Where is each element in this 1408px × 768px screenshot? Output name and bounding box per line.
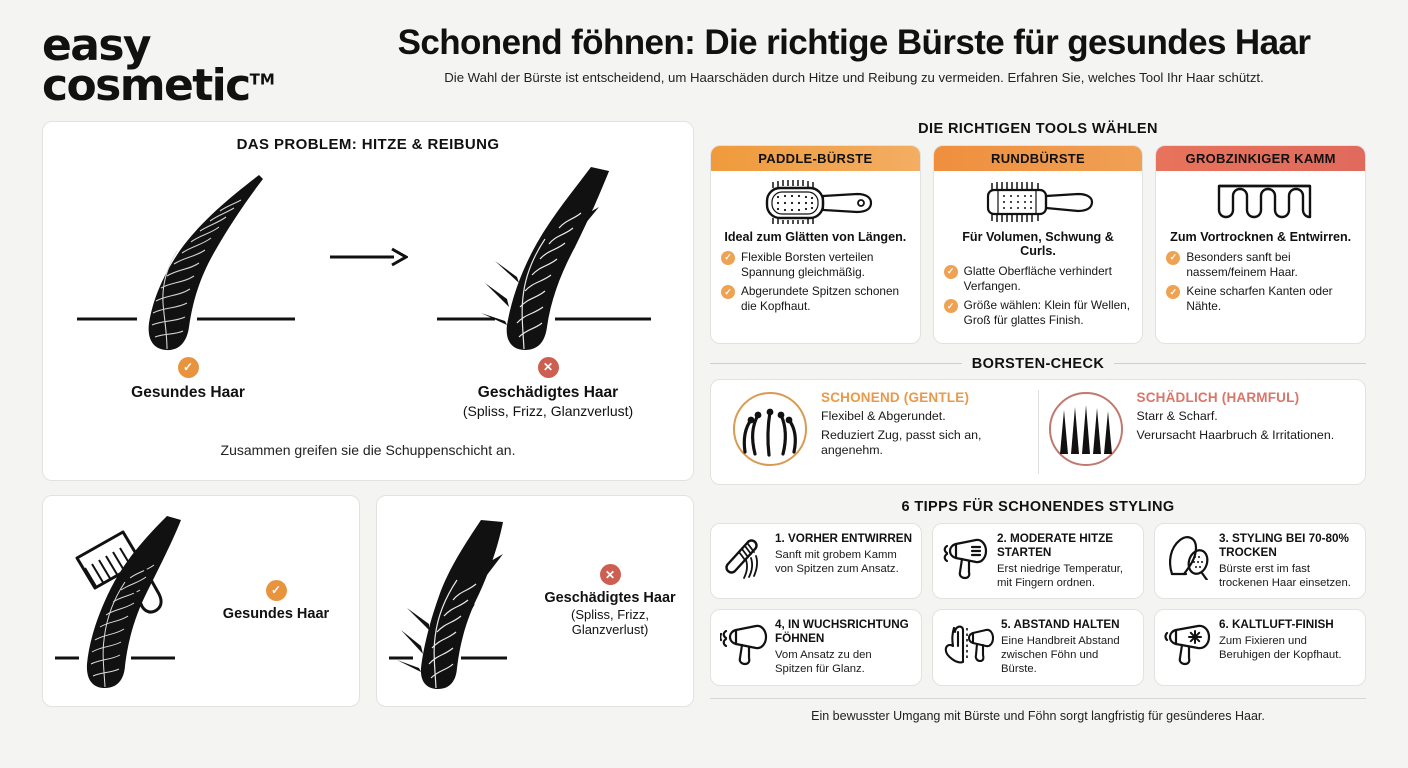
bristle-check-heading: BORSTEN-CHECK	[971, 355, 1105, 372]
healthy-hair-cell	[63, 157, 313, 402]
tool-bullets-paddle	[721, 250, 910, 314]
healthy-card-badge: ✓	[266, 580, 287, 601]
brand-line-1: easy	[42, 20, 151, 71]
gentle-bristles-icon	[731, 390, 809, 468]
bristle-harmful-line-2: Verursacht Haarbruch & Irritationen.	[1136, 428, 1335, 442]
bullet-text: Keine scharfen Kanten oder Nähte.	[1186, 284, 1333, 314]
check-icon: ✓	[721, 251, 735, 265]
right-column	[710, 121, 1366, 723]
body-columns	[0, 107, 1408, 723]
page-subtitle: Die Wahl der Bürste ist entscheidend, um Haarschäden durch Hitze und Reibung zu vermeiden. Erfahren Sie, welches Tool Ihr Haar schützt.	[444, 69, 1264, 85]
tip-text-1	[775, 532, 912, 576]
healthy-hair-badge: ✓	[178, 357, 199, 378]
damaged-hair-sublabel: (Spliss, Frizz, Glanzverlust)	[462, 402, 634, 419]
tip-desc-5: Eine Handbreit Abstand zwischen Föhn und Bürste.	[1001, 635, 1120, 676]
damaged-card-sublabel: (Spliss, Frizz, Glanzverlust)	[571, 607, 649, 638]
damaged-hair-badge: ✕	[538, 357, 559, 378]
tip-text-2	[997, 532, 1134, 590]
tip-title-3: 3. STYLING BEI 70-80% TROCKEN	[1219, 531, 1349, 559]
tool-lead-comb: Zum Vortrocknen & Entwirren.	[1170, 229, 1352, 244]
comb-hair-icon	[720, 532, 768, 580]
footer-note: Ein bewusster Umgang mit Bürste und Föhn sorgt langfristig für gesünderes Haar.	[811, 708, 1265, 723]
bristle-gentle	[723, 390, 1038, 474]
tip-title-5: 5. ABSTAND HALTEN	[1001, 618, 1120, 632]
check-icon: ✓	[944, 265, 958, 279]
tip-card-4[interactable]	[710, 609, 922, 685]
tip-card-6[interactable]	[1154, 609, 1366, 685]
rule-right	[1114, 363, 1366, 364]
bullet-item	[721, 250, 910, 279]
page-header	[0, 0, 1408, 112]
tip-text-3	[1219, 532, 1356, 590]
tip-card-1[interactable]	[710, 523, 922, 599]
tip-title-2: 2. MODERATE HITZE STARTEN	[997, 531, 1114, 559]
problem-footnote: Zusammen greifen sie die Schuppenschicht an.	[220, 441, 516, 458]
bristle-harmful	[1038, 390, 1354, 474]
tool-bullets-round	[944, 264, 1133, 328]
tip-card-2[interactable]	[932, 523, 1144, 599]
damaged-hair-card	[376, 495, 694, 707]
tool-card-paddle[interactable]	[710, 145, 921, 344]
bristle-check-heading-row	[710, 356, 1366, 372]
tip-title-1: 1. VORHER ENTWIRREN	[775, 531, 913, 545]
bullet-item	[1166, 250, 1355, 279]
healthy-hair-card-text	[199, 580, 353, 622]
brand-line-2-text: cosmetic	[42, 60, 250, 112]
trademark-symbol: TM	[249, 70, 275, 89]
bristle-check-panel	[710, 379, 1366, 485]
bullet-item	[721, 284, 910, 313]
tip-card-3[interactable]	[1154, 523, 1366, 599]
tip-text-5	[1001, 618, 1134, 676]
tips-heading: 6 TIPPS FÜR SCHONENDES STYLING	[901, 498, 1175, 515]
tip-card-5[interactable]	[932, 609, 1144, 685]
bullet-item	[944, 264, 1133, 293]
damaged-hair-card-text	[533, 564, 687, 637]
left-column	[42, 121, 694, 723]
brand-logo	[42, 18, 342, 112]
damaged-hair-illustration-2	[383, 506, 533, 696]
hair-brush-icon	[1164, 532, 1212, 580]
hand-distance-icon	[942, 618, 994, 666]
damaged-card-label: Geschädigtes Haar	[544, 590, 676, 607]
tool-title-comb: GROBZINKIGER KAMM	[1156, 146, 1365, 171]
check-icon: ✓	[1166, 285, 1180, 299]
tool-card-comb[interactable]	[1155, 145, 1366, 344]
transition-arrow-cell	[313, 157, 423, 357]
tip-desc-4: Vom Ansatz zu den Spitzen für Glanz.	[775, 649, 872, 676]
bullet-item	[944, 298, 1133, 327]
round-brush-icon	[944, 179, 1133, 225]
bristle-harmful-title: SCHÄDLICH (HARMFUL)	[1136, 389, 1300, 405]
damaged-hair-illustration	[423, 157, 663, 357]
healthy-hair-label: Gesundes Haar	[131, 383, 245, 401]
check-icon: ✓	[721, 285, 735, 299]
tip-text-6	[1219, 618, 1356, 662]
tip-desc-1: Sanft mit grobem Kamm von Spitzen zum Ansatz.	[775, 548, 899, 576]
tip-text-4	[775, 618, 912, 676]
wide-tooth-comb-icon	[1166, 179, 1355, 225]
problem-heading: DAS PROBLEM: HITZE & REIBUNG	[236, 135, 500, 153]
tool-lead-round: Für Volumen, Schwung & Curls.	[962, 229, 1114, 258]
header-main	[342, 18, 1366, 86]
check-icon: ✓	[1166, 251, 1180, 265]
damaged-card-badge: ✕	[600, 564, 621, 585]
tip-desc-6: Zum Fixieren und Beruhigen der Kopfhaut.	[1219, 635, 1342, 662]
tools-heading: DIE RICHTIGEN TOOLS WÄHLEN	[918, 120, 1158, 137]
hairdryer-airflow-icon	[720, 618, 768, 666]
tips-grid	[710, 523, 1366, 686]
page-title: Schonend föhnen: Die richtige Bürste für gesundes Haar	[397, 23, 1311, 62]
bullet-text: Größe wählen: Klein für Wellen, Groß für glattes Finish.	[963, 298, 1130, 328]
tip-desc-2: Erst niedrige Temperatur, mit Fingern ordnen.	[997, 562, 1124, 590]
footer-divider	[710, 698, 1366, 699]
damaged-hair-label: Geschädigtes Haar	[477, 383, 619, 401]
tool-title-round: RUNDBÜRSTE	[934, 146, 1143, 171]
healthy-hair-card	[42, 495, 360, 707]
healthy-hair-comb-illustration	[49, 506, 199, 696]
bristle-gentle-title: SCHONEND (GENTLE)	[821, 389, 970, 405]
hair-pair-row	[42, 495, 694, 707]
damaged-hair-cell	[423, 157, 673, 419]
tip-title-6: 6. KALTLUFT-FINISH	[1219, 618, 1334, 632]
hair-comparison	[53, 157, 683, 419]
healthy-hair-comb-art	[49, 506, 199, 696]
tool-body-comb	[1156, 171, 1365, 343]
tool-card-round[interactable]	[933, 145, 1144, 344]
bullet-text: Abgerundete Spitzen schonen die Kopfhaut.	[741, 284, 900, 314]
bullet-text: Flexible Borsten verteilen Spannung gleichmäßig.	[741, 249, 874, 279]
problem-panel	[42, 121, 694, 481]
healthy-card-label: Gesundes Haar	[222, 605, 330, 622]
bristle-harmful-line-1: Starr & Scharf.	[1136, 408, 1218, 423]
tool-lead-paddle: Ideal zum Glätten von Längen.	[724, 229, 907, 244]
damaged-hair-art	[383, 506, 533, 696]
paddle-brush-icon	[721, 179, 910, 225]
bullet-text: Besonders sanft bei nassem/feinem Haar.	[1186, 249, 1298, 279]
check-icon: ✓	[944, 299, 958, 313]
bristle-gentle-text	[821, 390, 1030, 458]
cold-air-dryer-icon	[1164, 618, 1212, 666]
tool-bullets-comb	[1166, 250, 1355, 314]
tools-row	[710, 145, 1366, 344]
bristle-harmful-text	[1137, 390, 1346, 443]
hairdryer-icon	[942, 532, 990, 580]
bullet-item	[1166, 284, 1355, 313]
tool-body-round	[934, 171, 1143, 343]
healthy-hair-illustration	[63, 157, 303, 357]
tip-title-4: 4, IN WUCHSRICHTUNG FÖHNEN	[775, 618, 909, 646]
bullet-text: Glatte Oberfläche verhindert Verfangen.	[963, 263, 1112, 293]
arrow-right-icon	[328, 246, 408, 268]
tool-title-paddle: PADDLE-BÜRSTE	[711, 146, 920, 171]
tip-desc-3: Bürste erst im fast trockenen Haar einsetzen.	[1219, 562, 1351, 590]
brand-line-2	[42, 60, 275, 112]
bristle-gentle-line-1: Flexibel & Abgerundet.	[821, 408, 946, 423]
tool-body-paddle	[711, 171, 920, 343]
harmful-bristles-icon	[1047, 390, 1125, 468]
bristle-gentle-line-2: Reduziert Zug, passt sich an, angenehm.	[821, 428, 982, 458]
rule-left	[710, 363, 962, 364]
